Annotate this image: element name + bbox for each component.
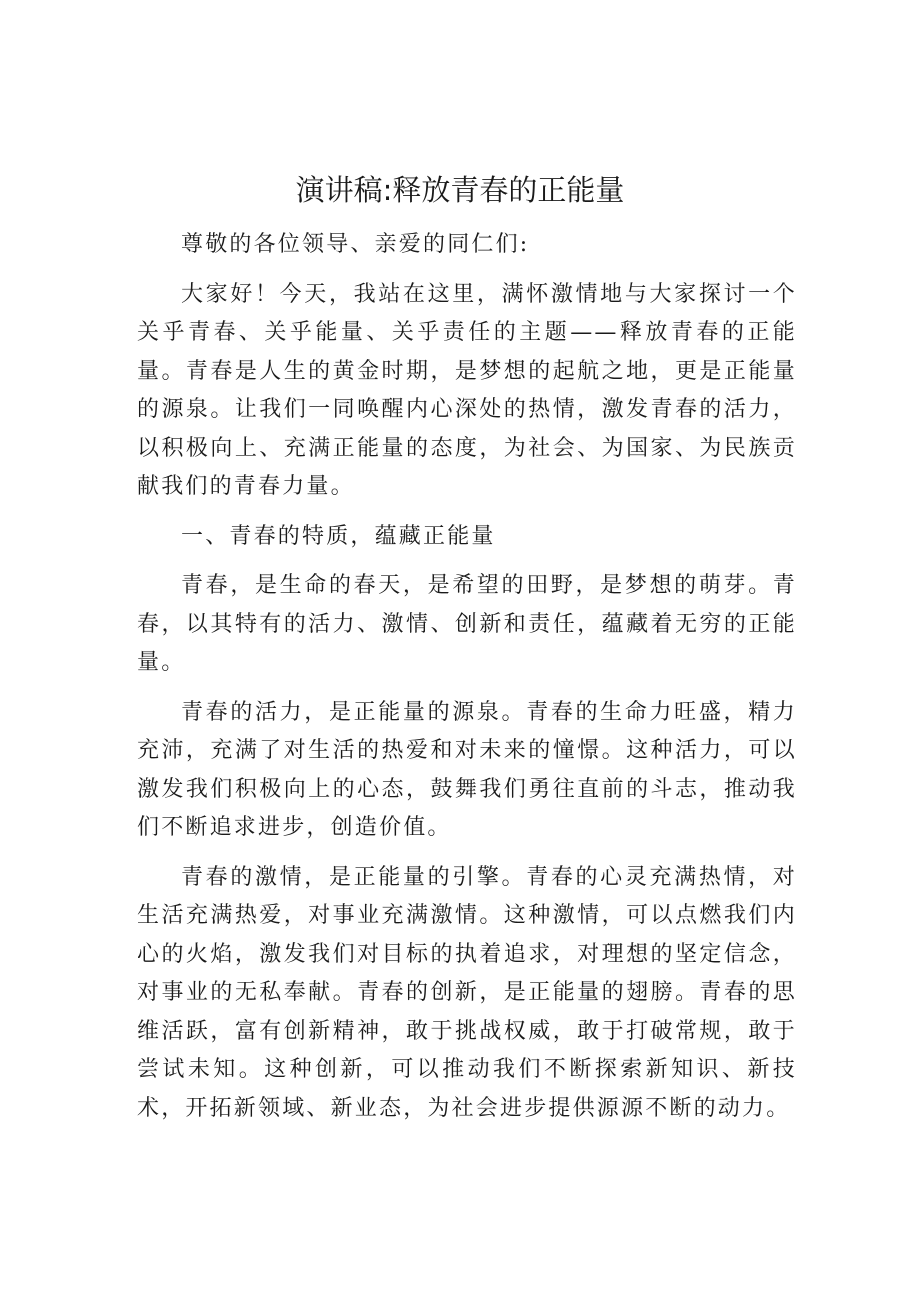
opening-paragraph: 大家好！今天，我站在这里，满怀激情地与大家探讨一个关乎青春、关乎能量、关乎责任的主题——释放青春的正能量。青春是人生的黄金时期，是梦想的起航之地，更是正能量的源泉。让我们一同唤醒内心深处的热情，激发青春的活力，以积极向上、充满正能量的态度，为社会、为国家、为民族贡献我们的青春力量。 xyxy=(137,281,797,499)
section-heading: 一、青春的特质，蕴藏正能量 xyxy=(181,523,496,549)
salutation-paragraph: 尊敬的各位领导、亲爱的同仁们: xyxy=(181,232,530,257)
body-paragraph: 青春，是生命的春天，是希望的田野，是梦想的萌芽。青春，以其特有的活力、激情、创新和责任，蕴藏着无穷的正能量。 xyxy=(137,573,797,675)
document-title: 演讲稿:释放青春的正能量 xyxy=(295,173,625,207)
document-body xyxy=(137,226,797,1139)
body-paragraph: 青春的激情，是正能量的引擎。青春的心灵充满热情，对生活充满热爱，对事业充满激情。这种激情，可以点燃我们内心的火焰，激发我们对目标的执着追求，对理想的坚定信念，对事业的无私奉献。青春的创新，是正能量的翅膀。青春的思维活跃，富有创新精神，敢于挑战权威，敢于打破常规，敢于尝试未知。这种创新，可以推动我们不断探索新知识、新技术，开拓新领域、新业态，为社会进步提供源源不断的动力。 xyxy=(137,864,797,1121)
body-paragraph: 青春的活力，是正能量的源泉。青春的生命力旺盛，精力充沛，充满了对生活的热爱和对未来的憧憬。这种活力，可以激发我们积极向上的心态，鼓舞我们勇往直前的斗志，推动我们不断追求进步，创造价值。 xyxy=(137,699,797,840)
